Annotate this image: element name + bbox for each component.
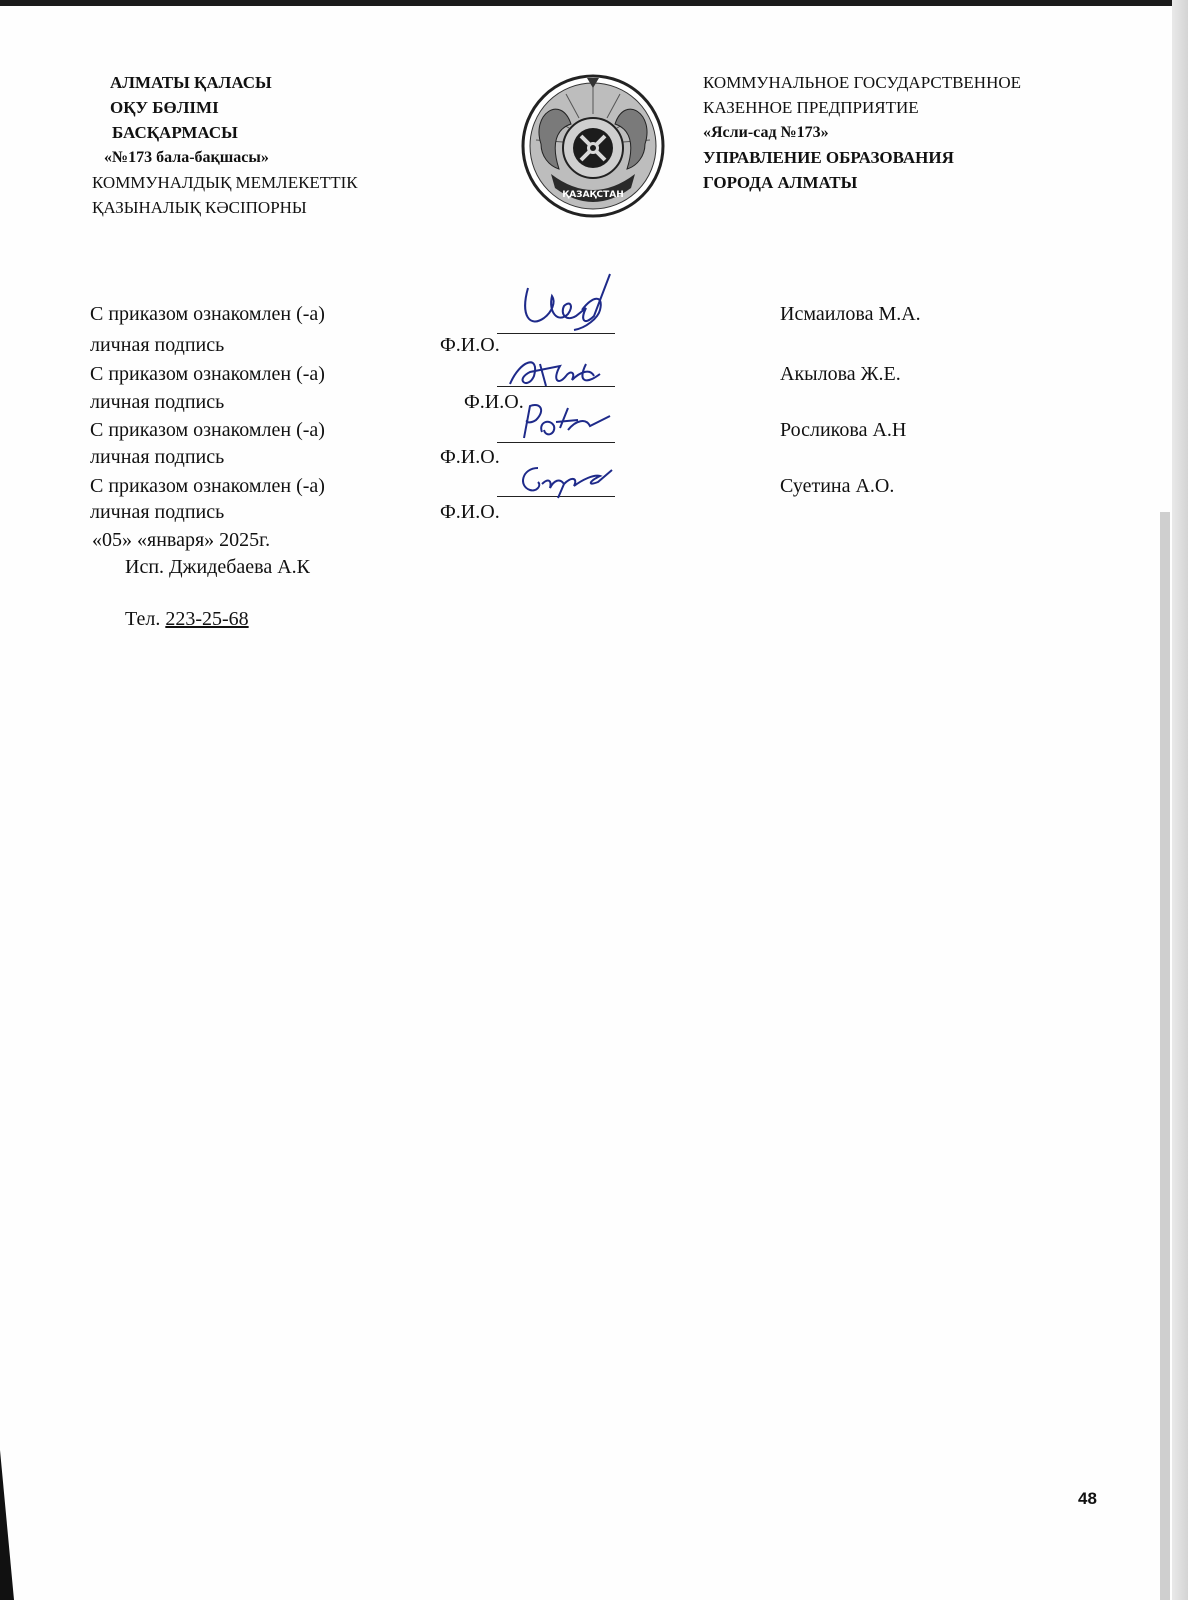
- scan-right-edge: [1172, 0, 1188, 1600]
- ack-name: Акылова Ж.Е.: [780, 363, 901, 385]
- ack-name: Росликова А.Н: [780, 419, 907, 441]
- header-left-kazakh: [92, 70, 358, 220]
- executor: Исп. Джидебаева А.К: [125, 556, 311, 578]
- header-left-line: «№173 бала-бақшасы»: [104, 149, 269, 166]
- header-left-line: БАСҚАРМАСЫ: [112, 123, 238, 142]
- header-left-line: АЛМАТЫ ҚАЛАСЫ: [110, 73, 272, 92]
- header-left-line: ОҚУ БӨЛІМІ: [110, 98, 219, 117]
- ack-label: С приказом ознакомлен (-а): [90, 363, 325, 385]
- ack-name: Суетина А.О.: [780, 475, 895, 497]
- header-right-line: КАЗЕННОЕ ПРЕДПРИЯТИЕ: [703, 98, 919, 117]
- ack-label: С приказом ознакомлен (-а): [90, 475, 325, 497]
- header-right-line: УПРАВЛЕНИЕ ОБРАЗОВАНИЯ: [703, 148, 954, 167]
- ack-sublabel: личная подпись: [90, 334, 225, 356]
- header-right-line: «Ясли-сад №173»: [703, 124, 829, 141]
- phone-line: [125, 607, 249, 631]
- scan-left-shadow: [0, 1450, 14, 1600]
- ack-label: С приказом ознакомлен (-а): [90, 303, 325, 325]
- header-right-russian: [703, 70, 1021, 195]
- ack-label: С приказом ознакомлен (-а): [90, 419, 325, 441]
- header-left-line: ҚАЗЫНАЛЫҚ КӘСІПОРНЫ: [92, 198, 307, 217]
- phone-number: 223-25-68: [165, 608, 249, 630]
- header-right-line: ГОРОДА АЛМАТЫ: [703, 173, 858, 192]
- ack-fio-label: Ф.И.О.: [440, 501, 500, 523]
- scan-top-edge: [0, 0, 1188, 6]
- scrollbar[interactable]: [1160, 512, 1170, 1600]
- header-right-line: КОММУНАЛЬНОЕ ГОСУДАРСТВЕННОЕ: [703, 73, 1022, 92]
- ack-fio-label: Ф.И.О.: [464, 391, 524, 413]
- signature-3-icon: [506, 398, 616, 446]
- page-number: 48: [1078, 1489, 1097, 1508]
- kazakhstan-emblem-icon: [521, 74, 665, 222]
- signature-1-icon: [510, 266, 620, 338]
- phone-label: Тел.: [125, 608, 161, 630]
- document-date: «05» «января» 2025г.: [92, 529, 271, 551]
- emblem-text: ҚАЗАҚСТАН: [562, 190, 624, 200]
- ack-sublabel: личная подпись: [90, 501, 225, 523]
- signature-4-icon: [508, 458, 618, 502]
- ack-sublabel: личная подпись: [90, 446, 225, 468]
- ack-name: Исмаилова М.А.: [780, 303, 921, 325]
- ack-sublabel: личная подпись: [90, 391, 225, 413]
- ack-fio-label: Ф.И.О.: [440, 334, 500, 356]
- ack-fio-label: Ф.И.О.: [440, 446, 500, 468]
- header-left-line: КОММУНАЛДЫҚ МЕМЛЕКЕТТІК: [92, 173, 358, 192]
